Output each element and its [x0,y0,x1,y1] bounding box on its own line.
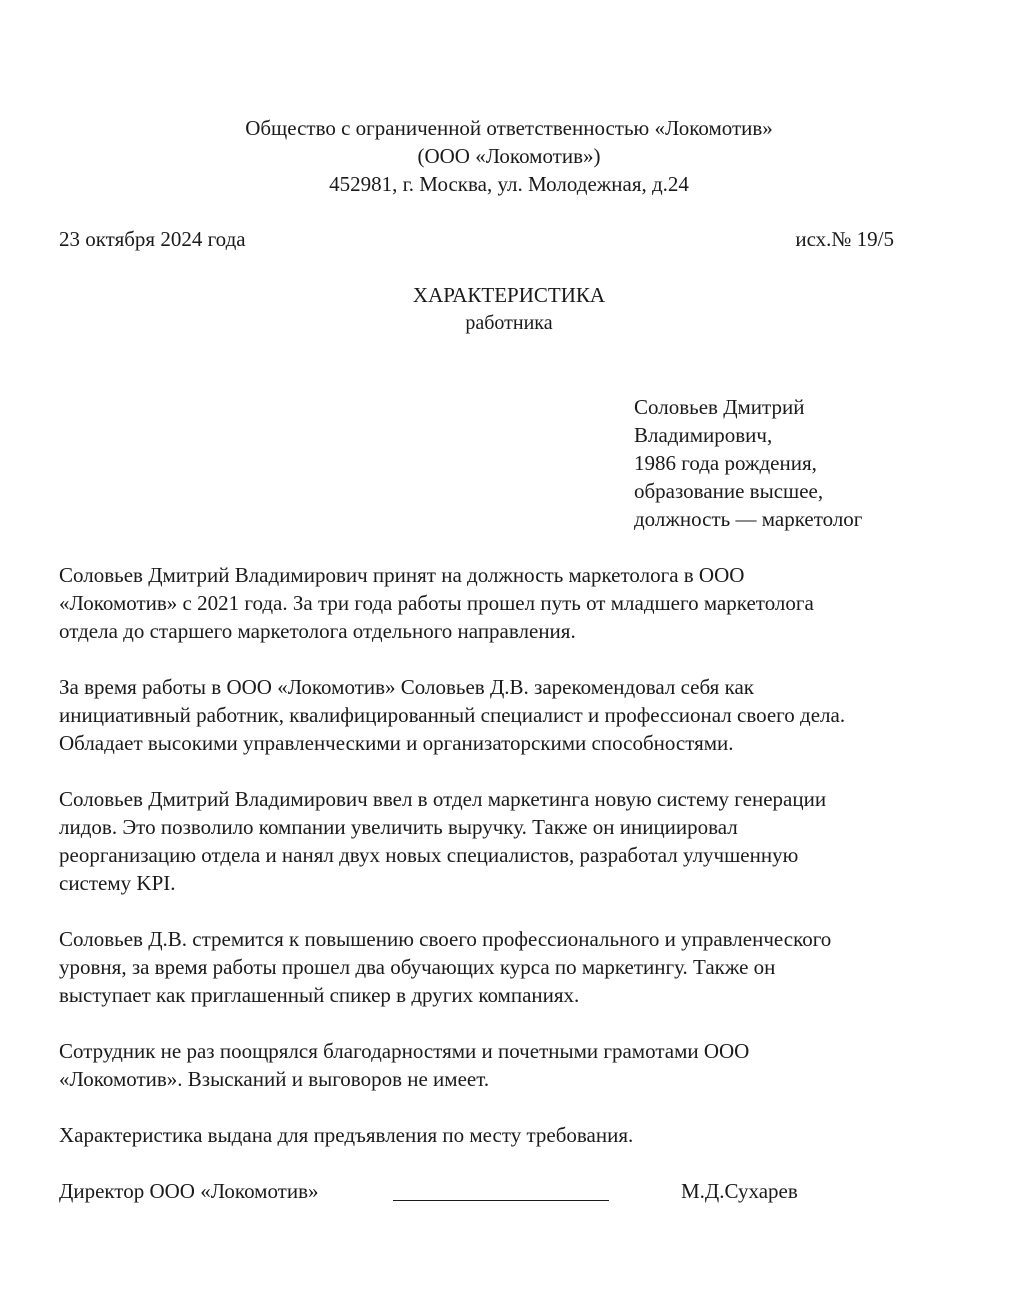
paragraph-line: Характеристика выдана для предъявления по месту требования. [59,1123,634,1147]
paragraph-line: уровня, за время работы прошел два обучающих курса по маркетингу. Также он [59,955,776,979]
org-full-name: Общество с ограниченной ответственностью «Локомотив» [245,116,773,140]
employee-info-line: должность — маркетолог [634,507,863,531]
signatory-name: М.Д.Сухарев [681,1179,798,1203]
body-paragraph [59,785,959,897]
paragraph-line: За время работы в ООО «Локомотив» Соловьев Д.В. зарекомендовал себя как [59,675,754,699]
paragraph-line: систему KPI. [59,871,176,895]
paragraph-line: «Локомотив» с 2021 года. За три года работы прошел путь от младшего маркетолога [59,591,814,615]
paragraph-line: Соловьев Дмитрий Владимирович ввел в отдел маркетинга новую систему генерации [59,787,827,811]
document-title: ХАРАКТЕРИСТИКА [412,283,606,307]
paragraph-line: Обладает высокими управленческими и организаторскими способностями. [59,731,734,755]
org-address: 452981, г. Москва, ул. Молодежная, д.24 [329,172,689,196]
employee-info-block [634,393,934,533]
paragraph-line: отдела до старшего маркетолога отдельного направления. [59,619,576,643]
paragraph-line: Соловьев Дмитрий Владимирович принят на должность маркетолога в ООО [59,563,745,587]
document-body [59,561,959,1177]
employee-info-line: Владимирович, [634,423,773,447]
paragraph-line: Сотрудник не раз поощрялся благодарностями и почетными грамотами ООО [59,1039,750,1063]
employee-info-line: Соловьев Дмитрий [634,395,805,419]
document-meta-row [59,225,894,253]
reference-number: исх.№ 19/5 [795,227,894,251]
org-short-name: (ООО «Локомотив») [417,144,601,168]
paragraph-line: «Локомотив». Взысканий и выговоров не имеет. [59,1067,490,1091]
employee-info-line: образование высшее, [634,479,824,503]
signature-row [59,1177,959,1207]
paragraph-line: лидов. Это позволило компании увеличить выручку. Также он инициировал [59,815,738,839]
employee-info-line: 1986 года рождения, [634,451,817,475]
body-paragraph [59,925,959,1009]
body-paragraph [59,561,959,645]
paragraph-line: выступает как приглашенный спикер в других компаниях. [59,983,580,1007]
body-paragraph [59,673,959,757]
document-subtitle: работника [465,312,553,334]
paragraph-line: реорганизацию отдела и нанял двух новых специалистов, разработал улучшенную [59,843,799,867]
organization-header [0,114,1018,198]
body-paragraph [59,1121,959,1149]
signature-line [393,1200,609,1201]
paragraph-line: инициативный работник, квалифицированный специалист и профессионал своего дела. [59,703,846,727]
body-paragraph [59,1037,959,1093]
signatory-position: Директор ООО «Локомотив» [59,1179,319,1203]
document-date: 23 октября 2024 года [59,227,246,251]
paragraph-line: Соловьев Д.В. стремится к повышению своего профессионального и управленческого [59,927,832,951]
